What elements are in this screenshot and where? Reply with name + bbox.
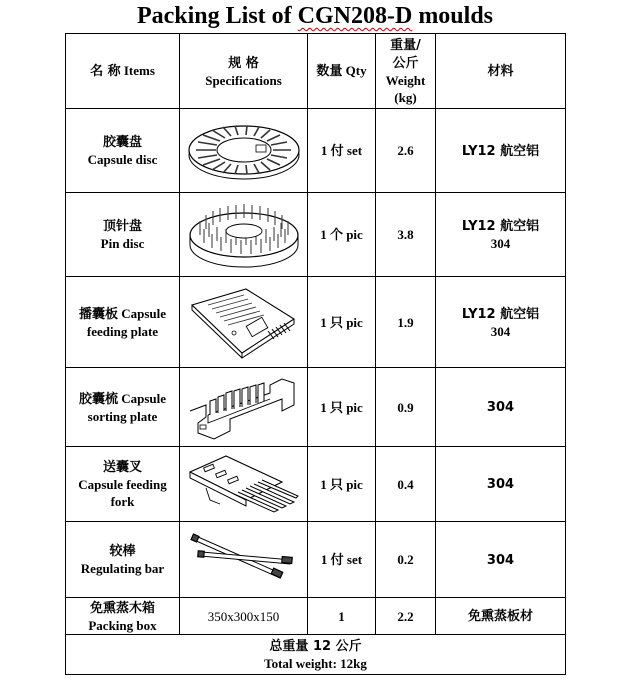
table-row: [66, 193, 566, 277]
item-weight: 0.4: [376, 447, 436, 522]
total-row: [66, 635, 566, 675]
total-weight: 总重量 12 公斤 Total weight: 12kg: [66, 635, 566, 675]
packing-list-table: [65, 33, 566, 675]
item-qty: 1 个 pic: [308, 193, 376, 277]
capsule-disc-image: [180, 109, 308, 193]
title-suffix: moulds: [412, 3, 494, 29]
item-name: 胶囊梳 Capsule sorting plate: [66, 368, 180, 447]
item-weight: 2.6: [376, 109, 436, 193]
item-name: 顶针盘 Pin disc: [66, 193, 180, 277]
item-material: LY12 航空铝 304: [436, 277, 566, 368]
item-material: 304: [436, 522, 566, 598]
item-name: 免熏蒸木箱 Packing box: [66, 598, 180, 635]
page-title: [0, 2, 630, 30]
header-weight: 重量/公斤 Weight (kg): [376, 34, 436, 109]
item-name: 送囊叉 Capsule feeding fork: [66, 447, 180, 522]
capsule-feeding-fork-image: [180, 447, 308, 522]
table-row: [66, 368, 566, 447]
box-weight: 2.2: [376, 598, 436, 635]
item-name: 较棒 Regulating bar: [66, 522, 180, 598]
item-qty: 1 付 set: [308, 109, 376, 193]
item-qty: 1 只 pic: [308, 277, 376, 368]
box-spec: 350x300x150: [180, 598, 308, 635]
item-weight: 1.9: [376, 277, 436, 368]
title-model: CGN208-D: [297, 3, 413, 29]
header-material: 材料: [436, 34, 566, 109]
item-material: LY12 航空铝 304: [436, 193, 566, 277]
table-row: [66, 277, 566, 368]
regulating-bar-image: [180, 522, 308, 598]
capsule-feeding-plate-image: [180, 277, 308, 368]
table-row: [66, 109, 566, 193]
item-material: LY12 航空铝: [436, 109, 566, 193]
header-row: [66, 34, 566, 109]
item-weight: 3.8: [376, 193, 436, 277]
item-weight: 0.2: [376, 522, 436, 598]
item-name: 播囊板 Capsule feeding plate: [66, 277, 180, 368]
pin-disc-image: [180, 193, 308, 277]
header-items: 名 称 Items: [66, 34, 180, 109]
table-row-packing-box: [66, 598, 566, 635]
table-row: [66, 522, 566, 598]
item-weight: 0.9: [376, 368, 436, 447]
box-material: 免熏蒸板材: [436, 598, 566, 635]
header-qty: 数量 Qty: [308, 34, 376, 109]
item-qty: 1 只 pic: [308, 368, 376, 447]
item-name: 胶囊盘 Capsule disc: [66, 109, 180, 193]
item-material: 304: [436, 368, 566, 447]
item-qty: 1 只 pic: [308, 447, 376, 522]
table-row: [66, 447, 566, 522]
item-material: 304: [436, 447, 566, 522]
item-qty: 1 付 set: [308, 522, 376, 598]
title-prefix: Packing List of: [136, 3, 298, 29]
box-qty: 1: [308, 598, 376, 635]
capsule-sorting-plate-image: [180, 368, 308, 447]
header-specifications: 规 格 Specifications: [180, 34, 308, 109]
